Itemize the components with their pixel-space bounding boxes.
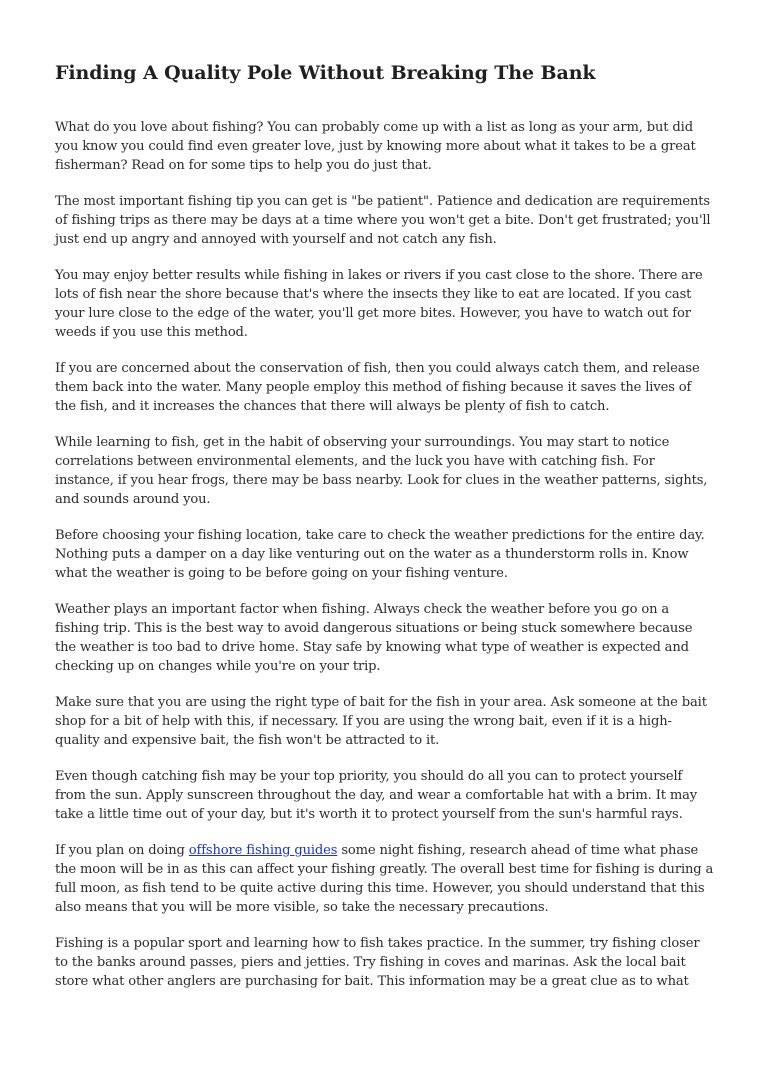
paragraph-bait: Make sure that you are using the right type of bait for the fish in your area. Ask someone at the bait shop for a bit of help with this, if necessary. If you are using the wrong bait, even if it is a high-quality and expensive bait, the fish won't be attracted to it. (55, 695, 707, 748)
paragraph-weather-factor: Weather plays an important factor when fishing. Always check the weather before you go on a fishing trip. This is the best way to avoid dangerous situations or being stuck somewhere because the weather is too bad to drive home. Stay safe by knowing what type of weather is expected and checking up on changes while you're on your trip. (55, 602, 693, 674)
document-page (55, 58, 715, 1008)
night-fishing-text-after: some night fishing, research ahead of time what phase the moon will be in as this can affect your fishing greatly. The overall best time for fishing is during a full moon, as fish tend to be quite active during this time. However, you should understand that this also means that you will be more visible, so take the necessary precautions. (55, 843, 714, 915)
paragraph-intro: What do you love about fishing? You can probably come up with a list as long as your arm, but did you know you could find even greater love, just by knowing more about what it takes to be a great fisherman? Read on for some tips to help you do just that. (55, 120, 696, 173)
paragraph-practice: Fishing is a popular sport and learning how to fish takes practice. In the summer, try fishing closer to the banks around passes, piers and jetties. Try fishing in coves and marinas. Ask the local bait store what other anglers are purchasing for bait. This information may be a great clue as to what (55, 936, 700, 989)
paragraph-conservation: If you are concerned about the conservation of fish, then you could always catch them, and release them back into the water. Many people employ this method of fishing because it saves the lives of the fish, and it increases the chances that there will always be plenty of fish to catch. (55, 361, 700, 414)
paragraph-night-fishing (55, 841, 715, 917)
paragraph-patience: The most important fishing tip you can get is "be patient". Patience and dedication are requirements of fishing trips as there may be days at a time where you won't get a bite. Don't get frustrated; you'll just end up angry and annoyed with yourself and not catch any fish. (55, 194, 711, 247)
paragraph-surroundings: While learning to fish, get in the habit of observing your surroundings. You may start to notice correlations between environmental elements, and the luck you have with catching fish. For instance, if you hear frogs, there may be bass nearby. Look for clues in the weather patterns, sights, and sounds around you. (55, 435, 708, 507)
document-title: Finding A Quality Pole Without Breaking The Bank (55, 62, 596, 84)
night-fishing-text-before: If you plan on doing (55, 843, 189, 858)
paragraph-shore: You may enjoy better results while fishing in lakes or rivers if you cast close to the shore. There are lots of fish near the shore because that's where the insects they like to eat are located. If you cast your lure close to the edge of the water, you'll get more bites. However, you have to watch out for weeds if you use this method. (55, 268, 703, 340)
offshore-fishing-guides-link[interactable]: offshore fishing guides (188, 843, 338, 858)
paragraph-location-weather: Before choosing your fishing location, take care to check the weather predictions for the entire day. Nothing puts a damper on a day like venturing out on the water as a thunderstorm rolls in. Know what the weather is going to be before going on your fishing venture. (55, 528, 705, 581)
paragraph-sun: Even though catching fish may be your top priority, you should do all you can to protect yourself from the sun. Apply sunscreen throughout the day, and wear a comfortable hat with a brim. It may take a little time out of your day, but it's worth it to protect yourself from the sun's harmful rays. (55, 769, 698, 822)
